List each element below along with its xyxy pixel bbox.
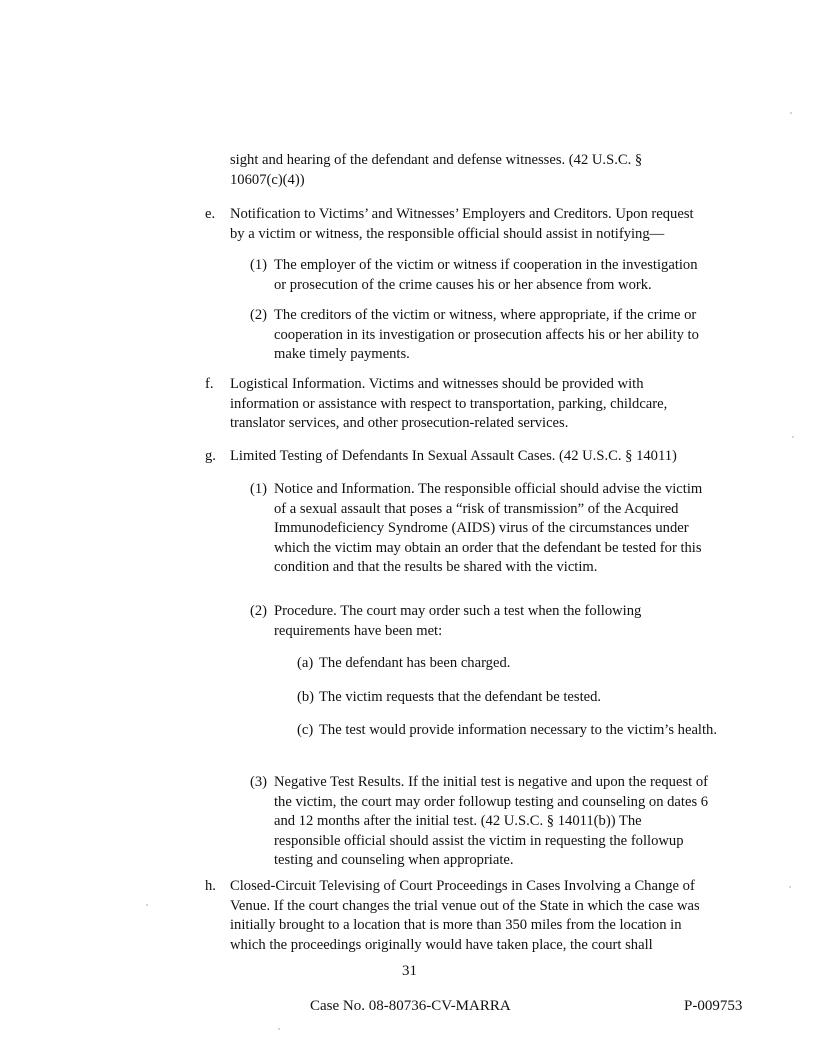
- section-g-label: g.: [205, 448, 216, 464]
- section-e-label: e.: [205, 206, 216, 222]
- section-e-item-2-label: (2): [250, 307, 268, 323]
- section-e-item-2: [250, 306, 710, 365]
- scan-speck: [278, 1028, 280, 1030]
- section-g-subitem-c-text: The test would provide information necessary to the victim’s health.: [319, 722, 717, 738]
- section-g-subitem-a: [297, 654, 717, 674]
- section-g-subitem-b-text: The victim requests that the defendant be tested.: [319, 689, 602, 705]
- section-g-item-1-label: (1): [250, 481, 268, 497]
- section-g-subitem-c: [297, 721, 717, 741]
- section-g-subitem-c-label: (c): [297, 722, 314, 738]
- section-e-item-2-text: The creditors of the victim or witness, where appropriate, if the crime or cooperation in its investigation or prosecution affects his or her ability to make timely payments.: [274, 307, 699, 362]
- section-f-label: f.: [205, 376, 214, 392]
- continuation-text: sight and hearing of the defendant and defense witnesses. (42 U.S.C. § 10607(c)(4)): [230, 152, 643, 188]
- section-g-item-2: [250, 602, 710, 641]
- section-h-label: h.: [205, 878, 216, 894]
- section-g-subitem-b-label: (b): [297, 689, 315, 705]
- section-g-item-3: [250, 773, 710, 871]
- section-e-item-1-label: (1): [250, 257, 268, 273]
- section-g-text: Limited Testing of Defendants In Sexual Assault Cases. (42 U.S.C. § 14011): [230, 448, 677, 464]
- section-g: [205, 447, 705, 467]
- section-g-item-2-text: Procedure. The court may order such a test when the following requirements have been met:: [274, 603, 642, 639]
- section-g-subitem-a-text: The defendant has been charged.: [319, 655, 511, 671]
- section-f-text: Logistical Information. Victims and witnesses should be provided with information or assistance with respect to transportation, parking, childcare, translator services, and other prosecution-related services.: [230, 376, 668, 431]
- page-number: 31: [402, 963, 417, 979]
- scan-speck: [792, 436, 794, 438]
- section-g-subitem-b: [297, 688, 717, 708]
- section-h-text: Closed-Circuit Televising of Court Proceedings in Cases Involving a Change of Venue. If the court changes the trial venue out of the State in which the case was initially brought to a location that is more than 350 miles from the location in which the proceedings originally would have taken place, the court shall: [230, 878, 700, 953]
- section-g-item-1-text: Notice and Information. The responsible official should advise the victim of a sexual assault that poses a “risk of transmission” of the Acquired Immunodeficiency Syndrome (AIDS) virus of the circumstances under which the victim may obtain an order that the defendant be tested for this condition and that the results be shared with the victim.: [274, 481, 703, 575]
- continuation-paragraph: [230, 151, 690, 190]
- footer-case-number: Case No. 08-80736-CV-MARRA: [310, 998, 511, 1014]
- scan-speck: [789, 886, 791, 888]
- section-f: [205, 375, 705, 434]
- section-e: [205, 205, 710, 244]
- scan-speck: [146, 904, 148, 906]
- footer-bates-number: P-009753: [684, 998, 743, 1014]
- section-e-item-1: [250, 256, 710, 295]
- scan-speck: [790, 112, 792, 114]
- section-e-item-1-text: The employer of the victim or witness if cooperation in the investigation or prosecution of the crime causes his or her absence from work.: [274, 257, 698, 293]
- section-g-subitem-a-label: (a): [297, 655, 314, 671]
- section-g-item-1: [250, 480, 710, 578]
- section-e-text: Notification to Victims’ and Witnesses’ Employers and Creditors. Upon request by a victim or witness, the responsible official should assist in notifying—: [230, 206, 694, 242]
- section-g-item-3-text: Negative Test Results. If the initial test is negative and upon the request of the victim, the court may order followup testing and counseling on dates 6 and 12 months after the initial test. (42 U.S.C. § 14011(b)) The responsible official should assist the victim in requesting the followup testing and counseling when appropriate.: [274, 774, 709, 868]
- section-g-item-3-label: (3): [250, 774, 268, 790]
- section-g-item-2-label: (2): [250, 603, 268, 619]
- section-h: [205, 877, 715, 955]
